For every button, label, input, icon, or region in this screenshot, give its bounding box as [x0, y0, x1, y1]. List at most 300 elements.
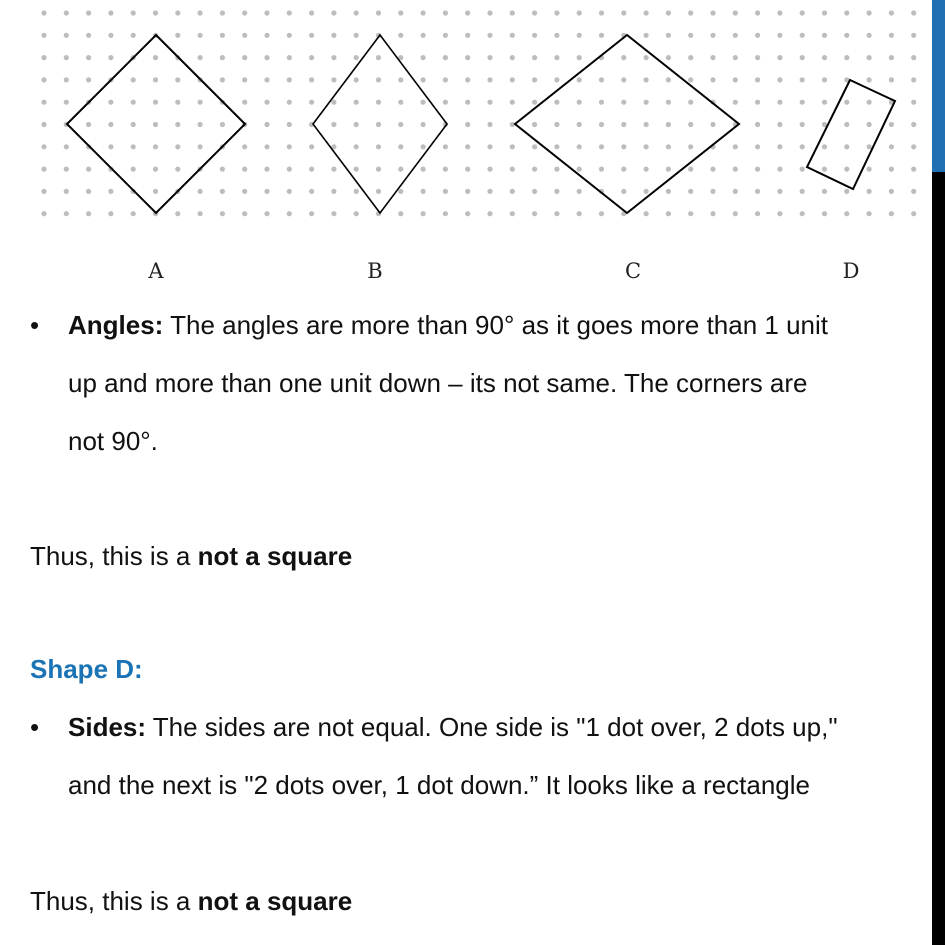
grid-dot	[777, 55, 782, 60]
grid-dot	[398, 10, 403, 15]
grid-dot	[554, 10, 559, 15]
grid-dot	[354, 77, 359, 82]
grid-dot	[577, 10, 582, 15]
grid-dot	[510, 55, 515, 60]
grid-dot	[398, 33, 403, 38]
grid-dot	[131, 167, 136, 172]
shape-d-heading: Shape D:	[30, 654, 143, 684]
grid-dot	[264, 144, 269, 149]
bullet-sides-line1: The sides are not equal. One side is "1 dot over, 2 dots up,"	[146, 712, 838, 742]
grid-dot	[889, 211, 894, 216]
shape-d	[807, 80, 895, 189]
grid-dot	[131, 77, 136, 82]
grid-dot	[733, 77, 738, 82]
grid-dot	[287, 189, 292, 194]
grid-dot	[777, 100, 782, 105]
grid-dot	[510, 33, 515, 38]
grid-dot	[844, 55, 849, 60]
grid-dot	[666, 33, 671, 38]
grid-dot	[198, 122, 203, 127]
grid-dot	[153, 167, 158, 172]
grid-dot	[153, 55, 158, 60]
grid-dot	[309, 33, 314, 38]
grid-dot	[688, 77, 693, 82]
grid-dot	[86, 55, 91, 60]
grid-dot	[198, 189, 203, 194]
grid-dot	[242, 189, 247, 194]
grid-dot	[867, 55, 872, 60]
grid-dot	[264, 10, 269, 15]
grid-dot	[287, 211, 292, 216]
grid-dot	[733, 55, 738, 60]
grid-dot	[309, 77, 314, 82]
bullet-angles-text	[68, 296, 920, 470]
grid-dot	[465, 144, 470, 149]
grid-dot	[354, 10, 359, 15]
grid-dot	[577, 55, 582, 60]
grid-dot	[287, 122, 292, 127]
grid-dot	[331, 122, 336, 127]
grid-dot	[733, 167, 738, 172]
grid-dot	[911, 122, 916, 127]
grid-dot	[220, 211, 225, 216]
grid-dot	[554, 211, 559, 216]
grid-dot	[554, 122, 559, 127]
grid-dot	[621, 189, 626, 194]
grid-dot	[465, 77, 470, 82]
grid-dot	[554, 144, 559, 149]
grid-dot	[443, 10, 448, 15]
grid-dot	[376, 189, 381, 194]
grid-dot	[644, 189, 649, 194]
grid-dot	[309, 189, 314, 194]
grid-dot	[577, 189, 582, 194]
grid-dot	[844, 10, 849, 15]
grid-dot	[465, 167, 470, 172]
bullet-sides-line2: and the next is "2 dots over, 1 dot down.” It looks like a rectangle	[68, 770, 810, 800]
grid-dot	[710, 77, 715, 82]
grid-dot	[911, 211, 916, 216]
grid-dot	[465, 211, 470, 216]
grid-dot	[175, 33, 180, 38]
grid-dot	[376, 144, 381, 149]
grid-dot	[621, 10, 626, 15]
grid-dot	[710, 122, 715, 127]
grid-dot	[443, 167, 448, 172]
grid-dot	[666, 55, 671, 60]
bullet-dot: •	[30, 310, 40, 340]
grid-dot	[755, 33, 760, 38]
grid-dot	[822, 33, 827, 38]
grid-dot	[64, 189, 69, 194]
grid-dot	[465, 189, 470, 194]
grid-dot	[889, 77, 894, 82]
grid-dot	[599, 33, 604, 38]
grid-dot	[889, 33, 894, 38]
grid-dot	[41, 211, 46, 216]
grid-dot	[844, 189, 849, 194]
grid-dot	[800, 100, 805, 105]
conclusion-1-bold: not a square	[197, 541, 353, 571]
grid-dot	[755, 167, 760, 172]
grid-dot	[309, 144, 314, 149]
grid-dot	[755, 55, 760, 60]
grid-dot	[354, 100, 359, 105]
grid-dot	[354, 55, 359, 60]
grid-dot	[398, 100, 403, 105]
grid-dot	[733, 189, 738, 194]
grid-dot	[577, 211, 582, 216]
grid-dot	[777, 10, 782, 15]
grid-dot	[175, 211, 180, 216]
grid-dot	[867, 100, 872, 105]
grid-dot	[421, 100, 426, 105]
grid-dot	[465, 55, 470, 60]
grid-dot	[844, 33, 849, 38]
grid-dot	[398, 144, 403, 149]
grid-dot	[822, 10, 827, 15]
grid-dot	[510, 100, 515, 105]
grid-dot	[577, 100, 582, 105]
grid-dot	[398, 122, 403, 127]
grid-dot	[911, 33, 916, 38]
conclusion-2-prefix: Thus, this is a	[30, 886, 198, 916]
grid-dot	[844, 167, 849, 172]
dot-grid	[41, 10, 916, 216]
grid-dot	[421, 189, 426, 194]
grid-dot	[800, 10, 805, 15]
grid-dot	[621, 55, 626, 60]
grid-dot	[354, 211, 359, 216]
grid-dot	[175, 100, 180, 105]
grid-dot	[264, 211, 269, 216]
grid-dot	[153, 122, 158, 127]
grid-dot	[733, 144, 738, 149]
grid-dot	[287, 77, 292, 82]
grid-dot	[867, 144, 872, 149]
grid-dot	[398, 167, 403, 172]
grid-dot	[41, 10, 46, 15]
grid-dot	[64, 55, 69, 60]
grid-dot	[376, 10, 381, 15]
grid-dot	[220, 77, 225, 82]
grid-dot	[688, 55, 693, 60]
grid-dot	[487, 189, 492, 194]
grid-dot	[532, 189, 537, 194]
grid-dot	[465, 100, 470, 105]
grid-dot	[108, 33, 113, 38]
grid-dot	[108, 122, 113, 127]
label-a: A	[148, 259, 164, 283]
bullet-angles-line3: not 90°.	[68, 426, 158, 456]
grid-dot	[354, 167, 359, 172]
grid-dot	[800, 122, 805, 127]
grid-dot	[175, 144, 180, 149]
grid-dot	[532, 100, 537, 105]
grid-dot	[86, 167, 91, 172]
grid-dot	[242, 144, 247, 149]
grid-dot	[86, 10, 91, 15]
grid-dot	[331, 55, 336, 60]
grid-dot	[733, 33, 738, 38]
grid-dot	[86, 189, 91, 194]
grid-dot	[354, 122, 359, 127]
grid-dot	[911, 167, 916, 172]
grid-dot	[354, 189, 359, 194]
grid-dot	[153, 189, 158, 194]
grid-dot	[487, 167, 492, 172]
grid-dot	[354, 144, 359, 149]
grid-dot	[220, 167, 225, 172]
grid-dot	[577, 77, 582, 82]
grid-dot	[867, 10, 872, 15]
label-b: B	[367, 259, 383, 283]
grid-dot	[487, 122, 492, 127]
grid-dot	[889, 167, 894, 172]
grid-dot	[800, 55, 805, 60]
grid-dot	[599, 122, 604, 127]
grid-dot	[131, 211, 136, 216]
grid-dot	[800, 144, 805, 149]
grid-dot	[688, 167, 693, 172]
grid-dot	[64, 100, 69, 105]
conclusion-2-bold: not a square	[197, 886, 353, 916]
grid-dot	[264, 122, 269, 127]
side-dark-bar	[932, 172, 945, 945]
grid-dot	[889, 10, 894, 15]
grid-dot	[710, 211, 715, 216]
grid-dot	[242, 211, 247, 216]
grid-dot	[264, 189, 269, 194]
grid-dot	[644, 122, 649, 127]
grid-dot	[287, 144, 292, 149]
grid-dot	[198, 100, 203, 105]
grid-dot	[710, 55, 715, 60]
grid-dot	[867, 189, 872, 194]
grid-dot	[443, 100, 448, 105]
grid-dot	[64, 144, 69, 149]
grid-dot	[487, 144, 492, 149]
grid-dot	[131, 10, 136, 15]
grid-dot	[644, 100, 649, 105]
grid-dot	[108, 55, 113, 60]
grid-dot	[421, 144, 426, 149]
grid-dot	[577, 167, 582, 172]
grid-dot	[800, 77, 805, 82]
grid-dot	[421, 10, 426, 15]
grid-dot	[443, 55, 448, 60]
grid-dot	[41, 167, 46, 172]
grid-dot	[443, 189, 448, 194]
label-c: C	[624, 259, 642, 283]
grid-dot	[287, 167, 292, 172]
grid-dot	[242, 77, 247, 82]
grid-dot	[688, 100, 693, 105]
grid-dot	[264, 167, 269, 172]
grid-dot	[733, 100, 738, 105]
grid-dot	[510, 189, 515, 194]
grid-dot	[220, 189, 225, 194]
grid-dot	[421, 33, 426, 38]
bullet-sides-text	[68, 698, 920, 814]
grid-dot	[376, 100, 381, 105]
grid-dot	[621, 122, 626, 127]
grid-dot	[666, 10, 671, 15]
grid-dot	[733, 211, 738, 216]
grid-dot	[153, 10, 158, 15]
grid-dot	[309, 55, 314, 60]
grid-dot	[131, 100, 136, 105]
grid-dot	[421, 122, 426, 127]
grid-dot	[264, 33, 269, 38]
grid-dot	[131, 122, 136, 127]
grid-dot	[844, 122, 849, 127]
grid-dot	[867, 122, 872, 127]
grid-dot	[487, 33, 492, 38]
grid-dot	[532, 122, 537, 127]
grid-dot	[198, 211, 203, 216]
grid-dot	[487, 55, 492, 60]
grid-dot	[131, 33, 136, 38]
grid-dot	[755, 189, 760, 194]
grid-dot	[376, 77, 381, 82]
grid-dot	[354, 33, 359, 38]
grid-dot	[532, 167, 537, 172]
grid-dot	[844, 144, 849, 149]
grid-dot	[487, 100, 492, 105]
grid-dot	[41, 189, 46, 194]
grid-dot	[710, 167, 715, 172]
grid-dot	[777, 189, 782, 194]
grid-dot	[64, 211, 69, 216]
grid-dot	[331, 100, 336, 105]
grid-dot	[41, 77, 46, 82]
grid-dot	[599, 144, 604, 149]
grid-dot	[822, 144, 827, 149]
grid-dot	[844, 100, 849, 105]
grid-dot	[867, 77, 872, 82]
grid-dot	[443, 211, 448, 216]
grid-dot	[532, 77, 537, 82]
grid-dot	[666, 189, 671, 194]
grid-dot	[331, 33, 336, 38]
grid-dot	[64, 10, 69, 15]
grid-dot	[309, 100, 314, 105]
grid-dot	[532, 10, 537, 15]
grid-dot	[599, 167, 604, 172]
label-d: D	[842, 259, 860, 283]
grid-dot	[220, 122, 225, 127]
grid-dot	[911, 77, 916, 82]
grid-dot	[264, 55, 269, 60]
grid-dot	[86, 77, 91, 82]
grid-dot	[153, 144, 158, 149]
grid-dot	[822, 77, 827, 82]
grid-dot	[264, 100, 269, 105]
grid-dot	[198, 33, 203, 38]
grid-dot	[309, 167, 314, 172]
grid-dot	[309, 211, 314, 216]
grid-dot	[198, 144, 203, 149]
grid-dot	[175, 10, 180, 15]
grid-dot	[41, 144, 46, 149]
grid-dot	[777, 211, 782, 216]
bullet-dot: •	[30, 712, 40, 742]
grid-dot	[108, 211, 113, 216]
grid-dot	[86, 33, 91, 38]
grid-dot	[532, 144, 537, 149]
grid-dot	[666, 77, 671, 82]
grid-dot	[710, 33, 715, 38]
grid-dot	[644, 211, 649, 216]
grid-dot	[398, 77, 403, 82]
grid-dot	[621, 100, 626, 105]
grid-dot	[688, 10, 693, 15]
grid-dot	[108, 100, 113, 105]
grid-dot	[398, 211, 403, 216]
grid-dot	[421, 211, 426, 216]
grid-dot	[41, 100, 46, 105]
grid-dot	[889, 55, 894, 60]
grid-dot	[644, 144, 649, 149]
grid-dot	[621, 77, 626, 82]
grid-dot	[644, 167, 649, 172]
grid-dot	[287, 100, 292, 105]
grid-dot	[777, 167, 782, 172]
grid-dot	[465, 33, 470, 38]
grid-dot	[554, 55, 559, 60]
grid-dot	[889, 144, 894, 149]
grid-dot	[242, 10, 247, 15]
grid-dot	[487, 211, 492, 216]
grid-dot	[443, 144, 448, 149]
grid-dot	[198, 10, 203, 15]
grid-dot	[421, 77, 426, 82]
grid-dot	[510, 167, 515, 172]
grid-dot	[41, 122, 46, 127]
grid-dot	[175, 167, 180, 172]
conclusion-2	[30, 884, 352, 918]
grid-dot	[867, 211, 872, 216]
grid-dot	[242, 33, 247, 38]
grid-dot	[577, 33, 582, 38]
grid-dot	[41, 33, 46, 38]
grid-dot	[599, 211, 604, 216]
grid-dot	[264, 77, 269, 82]
grid-dot	[822, 100, 827, 105]
grid-dot	[911, 55, 916, 60]
grid-dot	[465, 122, 470, 127]
grid-dot	[487, 10, 492, 15]
grid-dot	[532, 55, 537, 60]
grid-dot	[911, 189, 916, 194]
grid-dot	[331, 77, 336, 82]
grid-dot	[108, 10, 113, 15]
grid-dot	[644, 77, 649, 82]
grid-dot	[421, 167, 426, 172]
grid-dot	[755, 122, 760, 127]
grid-dot	[287, 10, 292, 15]
grid-dot	[733, 10, 738, 15]
grid-dot	[153, 77, 158, 82]
grid-dot	[688, 211, 693, 216]
grid-dot	[554, 33, 559, 38]
grid-dot	[822, 167, 827, 172]
grid-dot	[800, 167, 805, 172]
grid-dot	[86, 122, 91, 127]
grid-dot	[644, 55, 649, 60]
grid-dot	[465, 10, 470, 15]
